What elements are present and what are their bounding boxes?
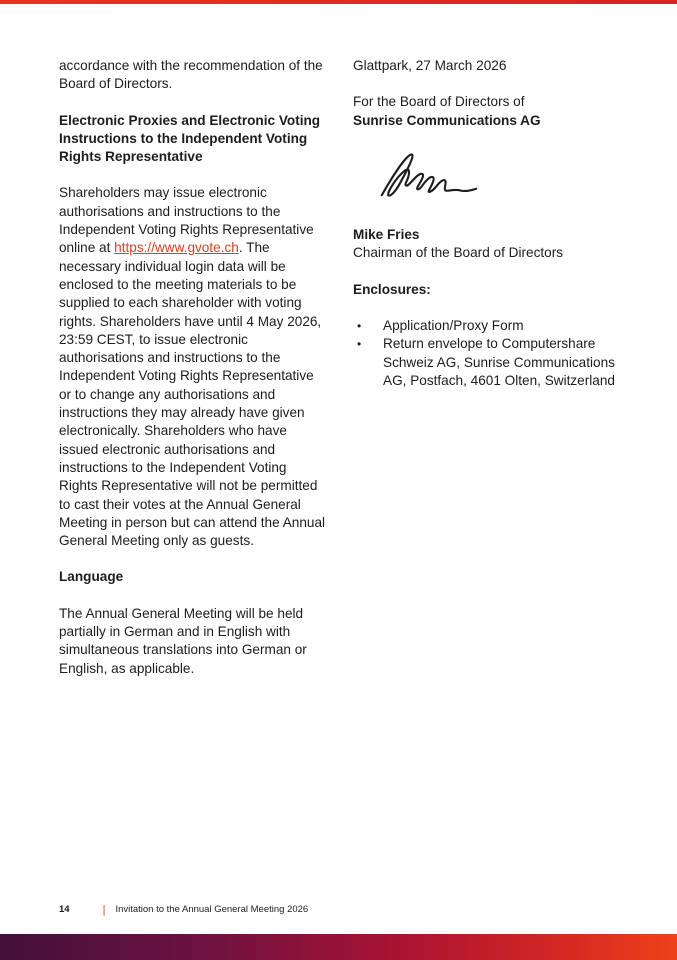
dateline: Glattpark, 27 March 2026 [353,58,507,73]
page-footer [59,904,308,916]
page-content [59,57,627,696]
top-accent-rule [0,0,677,4]
signature-icon [359,193,481,208]
left-column [59,57,327,696]
bottom-gradient-bar [0,934,677,960]
right-column [353,57,621,696]
heading-language: Language [59,569,124,585]
enclosure-item-text: Return envelope to Computershare Schweiz AG, Sunrise Communications AG, Postfach, 4601 Olten, Switzerland [383,336,615,388]
bullet-icon: • [357,319,362,334]
language-paragraph: The Annual General Meeting will be held partially in German and in English with simultaneous translations into German or English, as applicable. [59,605,307,676]
proxies-text-after-link: . The necessary individual login data will be enclosed to the meeting materials to be supplied to each shareholder with voting rights. Shareholders have until 4 May 2026, 23:59 CEST, to issue electronic authorisations and instructions to the Independent Voting Rights Representative or to change any authorisations and instructions they may already have given electronically. Shareholders who have issued electronic authorisations and instructions to the Independent Voting Rights Representative will not be permitted to cast their votes at the Annual General Meeting in person but can attend the Annual General Meeting only as guests. [59,240,326,549]
enclosures-list [353,317,621,390]
company-name: Sunrise Communications AG [353,112,541,128]
board-signoff-block [353,93,621,130]
for-board-line: For the Board of Directors of [353,94,525,110]
list-item [357,335,621,390]
list-item [357,317,621,335]
signatory-title: Chairman of the Board of Directors [353,245,564,261]
signatory-block [353,226,621,263]
proxies-text-before-link: Shareholders may issue electronic authorisations and instructions to the Independent Voting Rights Representative online at [59,185,314,256]
enclosure-item-text: Application/Proxy Form [383,318,524,334]
heading-electronic-proxies: Electronic Proxies and Electronic Voting Instructions to the Independent Voting Rights Representative [59,112,321,165]
enclosures-label: Enclosures: [353,281,431,297]
footer-divider: | [102,904,106,916]
intro-continuation-paragraph: accordance with the recommendation of the Board of Directors. [59,58,323,92]
signatory-name: Mike Fries [353,227,420,243]
footer-text: Invitation to the Annual General Meeting 2026 [115,904,309,915]
bullet-icon: • [357,337,362,352]
signature-block [359,148,621,210]
proxies-paragraph [59,184,327,550]
gvote-link[interactable]: https://www.gvote.ch [114,240,239,256]
page-number: 14 [59,904,70,915]
